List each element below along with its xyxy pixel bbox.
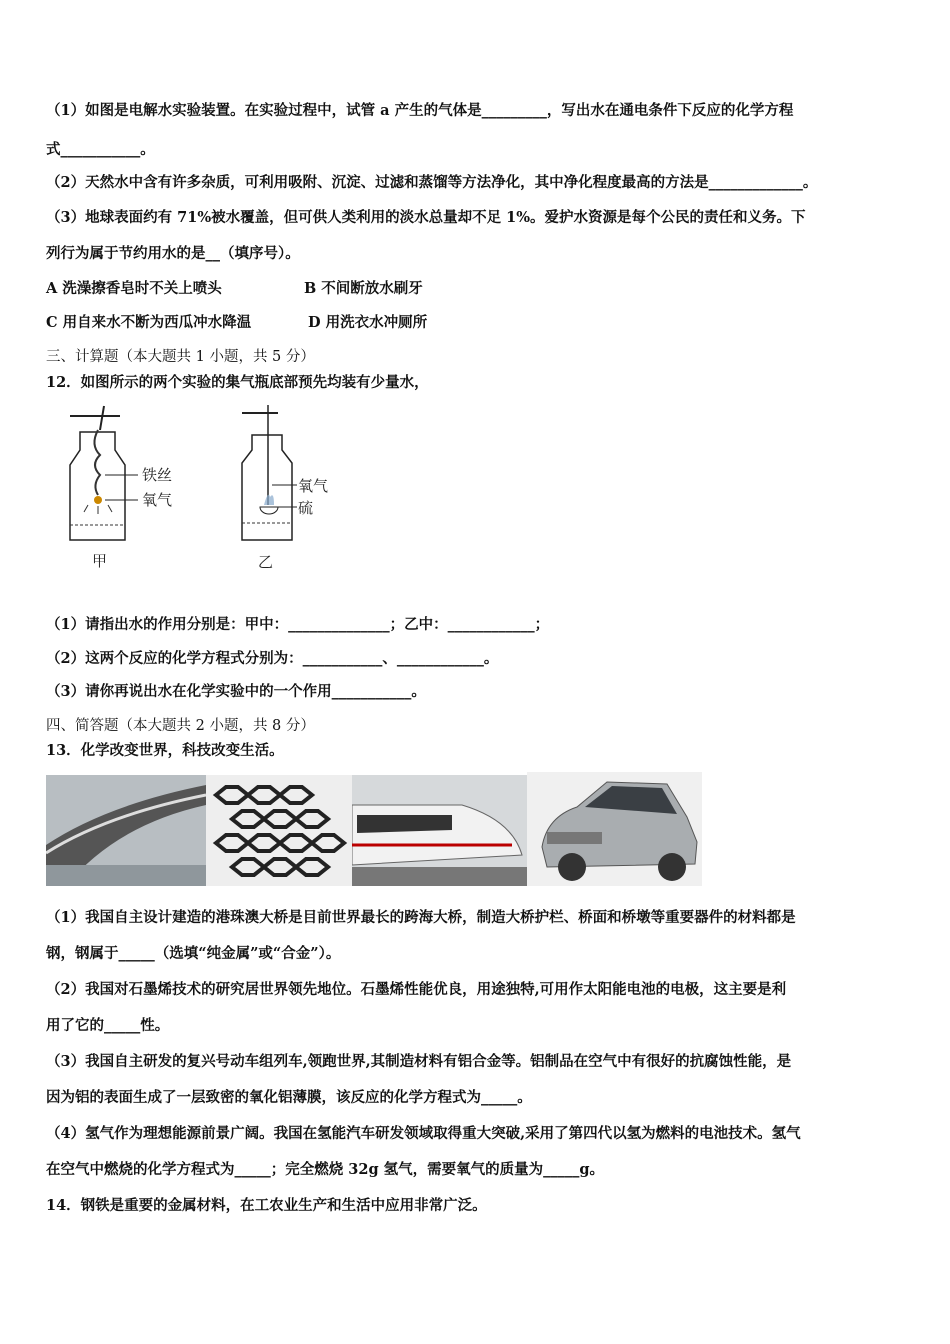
bridge-photo <box>46 775 206 886</box>
q13-part1-line1: （1）我国自主设计建造的港珠澳大桥是目前世界最长的跨海大桥，制造大桥护栏、桥面和桥墩等重要器件的材料都是 <box>46 909 796 926</box>
caption-yi: 乙 <box>258 553 274 571</box>
section-heading-3: 三、计算题（本大题共 1 小题，共 5 分） <box>46 349 315 365</box>
q13-stem: 13．化学改变世界，科技改变生活。 <box>46 742 284 759</box>
q12-stem: 12．如图所示的两个实验的集气瓶底部预先均装有少量水， <box>46 374 429 391</box>
q12-part2: （2）这两个反应的化学方程式分别为：___________、____________。 <box>46 650 499 667</box>
q12-part3: （3）请你再说出水在化学实验中的一个作用___________。 <box>46 683 426 700</box>
iron-wire-diagram <box>60 400 210 575</box>
q13-part3-line1: （3）我国自主研发的复兴号动车组列车,领跑世界,其制造材料有铝合金等。铝制品在空气中有很好的抗腐蚀性能，是 <box>46 1053 792 1070</box>
q13-part2-line2: 用了它的_____性。 <box>46 1017 170 1034</box>
q11-option-b: B 不间断放水刷牙 <box>304 280 423 297</box>
car-photo <box>527 772 702 886</box>
q11-part3-line2: 列行为属于节约用水的是__（填序号）。 <box>46 245 300 262</box>
label-iron-wire: 铁丝 <box>142 466 173 484</box>
sulfur-diagram <box>232 405 352 575</box>
q13-part4-line2: 在空气中燃烧的化学方程式为_____；完全燃烧 32g 氢气，需要氧气的质量为_____g。 <box>46 1161 605 1178</box>
caption-jia: 甲 <box>92 552 108 570</box>
q13-part1-line2: 钢，钢属于_____（选填“纯金属”或“合金”）。 <box>46 945 341 962</box>
q12-part1: （1）请指出水的作用分别是：甲中：______________；乙中：____________； <box>46 616 550 633</box>
train-photo <box>352 775 527 886</box>
section-heading-4: 四、简答题（本大题共 2 小题，共 8 分） <box>46 718 315 734</box>
graphene-photo <box>206 775 352 886</box>
q11-part1-line2: 式___________。 <box>46 141 155 158</box>
q11-part1-line1: （1）如图是电解水实验装置。在实验过程中，试管 a 产生的气体是_________，写出水在通电条件下反应的化学方程 <box>46 102 794 119</box>
q11-option-d: D 用洗衣水冲厕所 <box>308 314 428 331</box>
q11-part3-line1: （3）地球表面约有 71%被水覆盖，但可供人类利用的淡水总量却不足 1%。爱护水资源是每个公民的责任和义务。下 <box>46 209 806 226</box>
q11-option-a: A 洗澡擦香皂时不关上喷头 <box>46 280 222 297</box>
q13-part3-line2: 因为铝的表面生成了一层致密的氧化铝薄膜，该反应的化学方程式为_____。 <box>46 1089 532 1106</box>
q14-stem: 14．钢铁是重要的金属材料，在工农业生产和生活中应用非常广泛。 <box>46 1197 487 1214</box>
label-oxygen-right: 氧气 <box>298 477 329 495</box>
q13-part2-line1: （2）我国对石墨烯技术的研究居世界领先地位。石墨烯性能优良，用途独特,可用作太阳能电池的电极，这主要是利 <box>46 981 787 998</box>
label-sulfur: 硫 <box>298 499 314 517</box>
q13-part4-line1: （4）氢气作为理想能源前景广阔。我国在氢能汽车研发领域取得重大突破,采用了第四代以氢为燃料的电池技术。氢气 <box>46 1125 801 1142</box>
label-oxygen-left: 氧气 <box>142 491 173 509</box>
q11-option-c: C 用自来水不断为西瓜冲水降温 <box>46 314 252 331</box>
q11-part2: （2）天然水中含有许多杂质，可利用吸附、沉淀、过滤和蒸馏等方法净化，其中净化程度最高的方法是_____________。 <box>46 174 818 191</box>
